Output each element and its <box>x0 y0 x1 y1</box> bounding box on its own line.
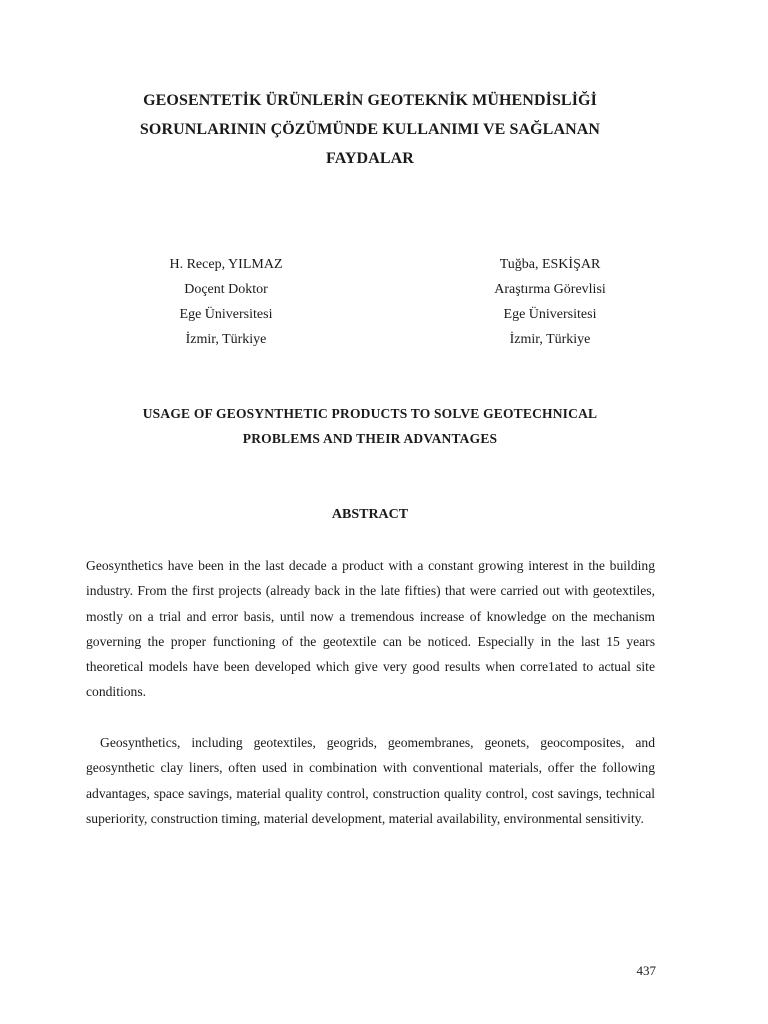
abstract-heading: ABSTRACT <box>331 507 409 522</box>
author-affiliation: Ege Üniversitesi <box>503 307 597 322</box>
author-affiliation: Ege Üniversitesi <box>179 307 273 322</box>
abstract-paragraph-1: Geosynthetics have been in the last decade a product with a constant growing interest in the building industry. From the first projects (already back in the late fifties) that were carried out with geotextiles, mostly on a trial and error basis, until now a tremendous increase of knowledge on the mechanism governing the proper functioning of the geotextile can be noticed. Especially in the last 15 years theoretical models have been developed which give very good results when corre1ated to actual site conditions. <box>86 558 655 700</box>
author-title: Araştırma Görevlisi <box>494 282 606 297</box>
paper-title-english <box>84 401 656 451</box>
author-location: İzmir, Türkiye <box>185 332 267 347</box>
author-location: İzmir, Türkiye <box>509 332 591 347</box>
author-block-2 <box>462 252 638 352</box>
page-number: 437 <box>636 963 656 978</box>
title-line: PROBLEMS AND THEIR ADVANTAGES <box>242 431 498 446</box>
author-block-1 <box>146 252 306 352</box>
author-title: Doçent Doktor <box>184 282 268 297</box>
title-line: USAGE OF GEOSYNTHETIC PRODUCTS TO SOLVE GEOTECHNICAL <box>142 406 598 421</box>
title-line: FAYDALAR <box>326 150 414 167</box>
title-line: SORUNLARININ ÇÖZÜMÜNDE KULLANIMI VE SAĞLANAN <box>139 121 601 138</box>
paper-title-turkish <box>84 86 656 173</box>
title-line: GEOSENTETİK ÜRÜNLERİN GEOTEKNİK MÜHENDİSLİĞİ <box>143 92 597 109</box>
author-name: H. Recep, YILMAZ <box>169 257 283 272</box>
author-name: Tuğba, ESKİŞAR <box>499 257 601 272</box>
abstract-paragraph-2: Geosynthetics, including geotextiles, geogrids, geomembranes, geonets, geocomposites, and geosynthetic clay liners, often used in combination with conventional materials, offer the following advantages, space savings, material quality control, construction quality control, cost savings, technical superiority, construction timing, material development, material availability, environmental sensitivity. <box>86 735 655 826</box>
